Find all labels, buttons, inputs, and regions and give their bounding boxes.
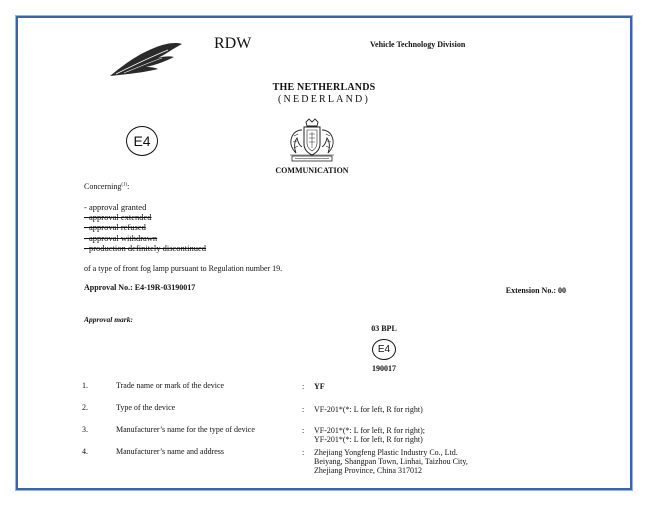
item-colon: : — [302, 382, 305, 391]
item-value: VF-201*(*: L for left, R for right); — [314, 426, 426, 435]
approval-mark-code: 03 BPL — [371, 324, 397, 333]
rdw-wing-logo-icon — [106, 38, 186, 80]
lamp-type-statement: of a type of front fog lamp pursuant to Regulation number 19. — [84, 264, 283, 273]
division-name: Vehicle Technology Division — [370, 40, 466, 49]
status-option-text: approval refused — [88, 222, 146, 233]
coat-of-arms-icon — [282, 118, 342, 166]
item-label: Manufacturer’s name for the type of device — [116, 425, 255, 434]
authority-name: RDW — [214, 35, 252, 52]
approval-number: Approval No.: E4-19R-03190017 — [84, 283, 196, 292]
status-option-text: approval extended — [88, 212, 152, 223]
status-option-text: approval granted — [88, 202, 147, 212]
item-value: Zhejiang Province, China 317012 — [314, 466, 422, 475]
document-title: COMMUNICATION — [275, 166, 349, 175]
item-colon: : — [302, 405, 305, 414]
item-number: 2. — [82, 403, 88, 412]
item-number: 1. — [82, 381, 88, 390]
status-option: - production definitely discontinued — [84, 242, 207, 253]
extension-number: Extension No.: 00 — [505, 286, 566, 295]
country-local-name: (NEDERLAND) — [278, 94, 370, 105]
item-number: 3. — [82, 425, 88, 434]
concerning-text: Concerning — [84, 182, 122, 191]
item-value: VF-201*(*: L for left, R for right) — [314, 405, 423, 414]
item-label: Manufacturer’s name and address — [116, 447, 225, 456]
item-label: Type of the device — [116, 403, 176, 412]
e-mark-circle: E4 — [126, 126, 158, 156]
certificate-page — [16, 16, 632, 490]
approval-mark-label: Approval mark: — [84, 315, 133, 324]
status-option: - approval extended — [84, 212, 152, 223]
concerning-suffix: : — [127, 182, 130, 191]
approval-mark-e-circle: E4 — [372, 339, 396, 360]
approval-status-list — [84, 202, 206, 253]
item-number: 4. — [82, 447, 88, 456]
item-colon: : — [302, 448, 305, 457]
status-option: - approval withdrawn — [84, 232, 158, 243]
approval-mark-number: 190017 — [372, 364, 396, 373]
item-colon: : — [302, 426, 305, 435]
status-option-text: approval withdrawn — [88, 232, 158, 243]
concerning-label — [84, 182, 129, 191]
item-value: Beiyang, Shangpan Town, Linhai, Taizhou City, — [314, 457, 468, 466]
item-value: YF — [314, 382, 325, 391]
item-value: Zhejiang Yongfeng Plastic Industry Co., Ltd. — [314, 448, 458, 457]
status-option: - approval granted — [84, 202, 147, 212]
footnote-marker: (1) — [121, 182, 128, 188]
item-label: Trade name or mark of the device — [116, 381, 225, 390]
country-name: THE NETHERLANDS — [272, 82, 376, 93]
item-value: YF-201*(*: L for left, R for right) — [314, 435, 423, 444]
status-option-text: production definitely discontinued — [88, 242, 207, 253]
status-option: - approval refused — [84, 222, 146, 233]
